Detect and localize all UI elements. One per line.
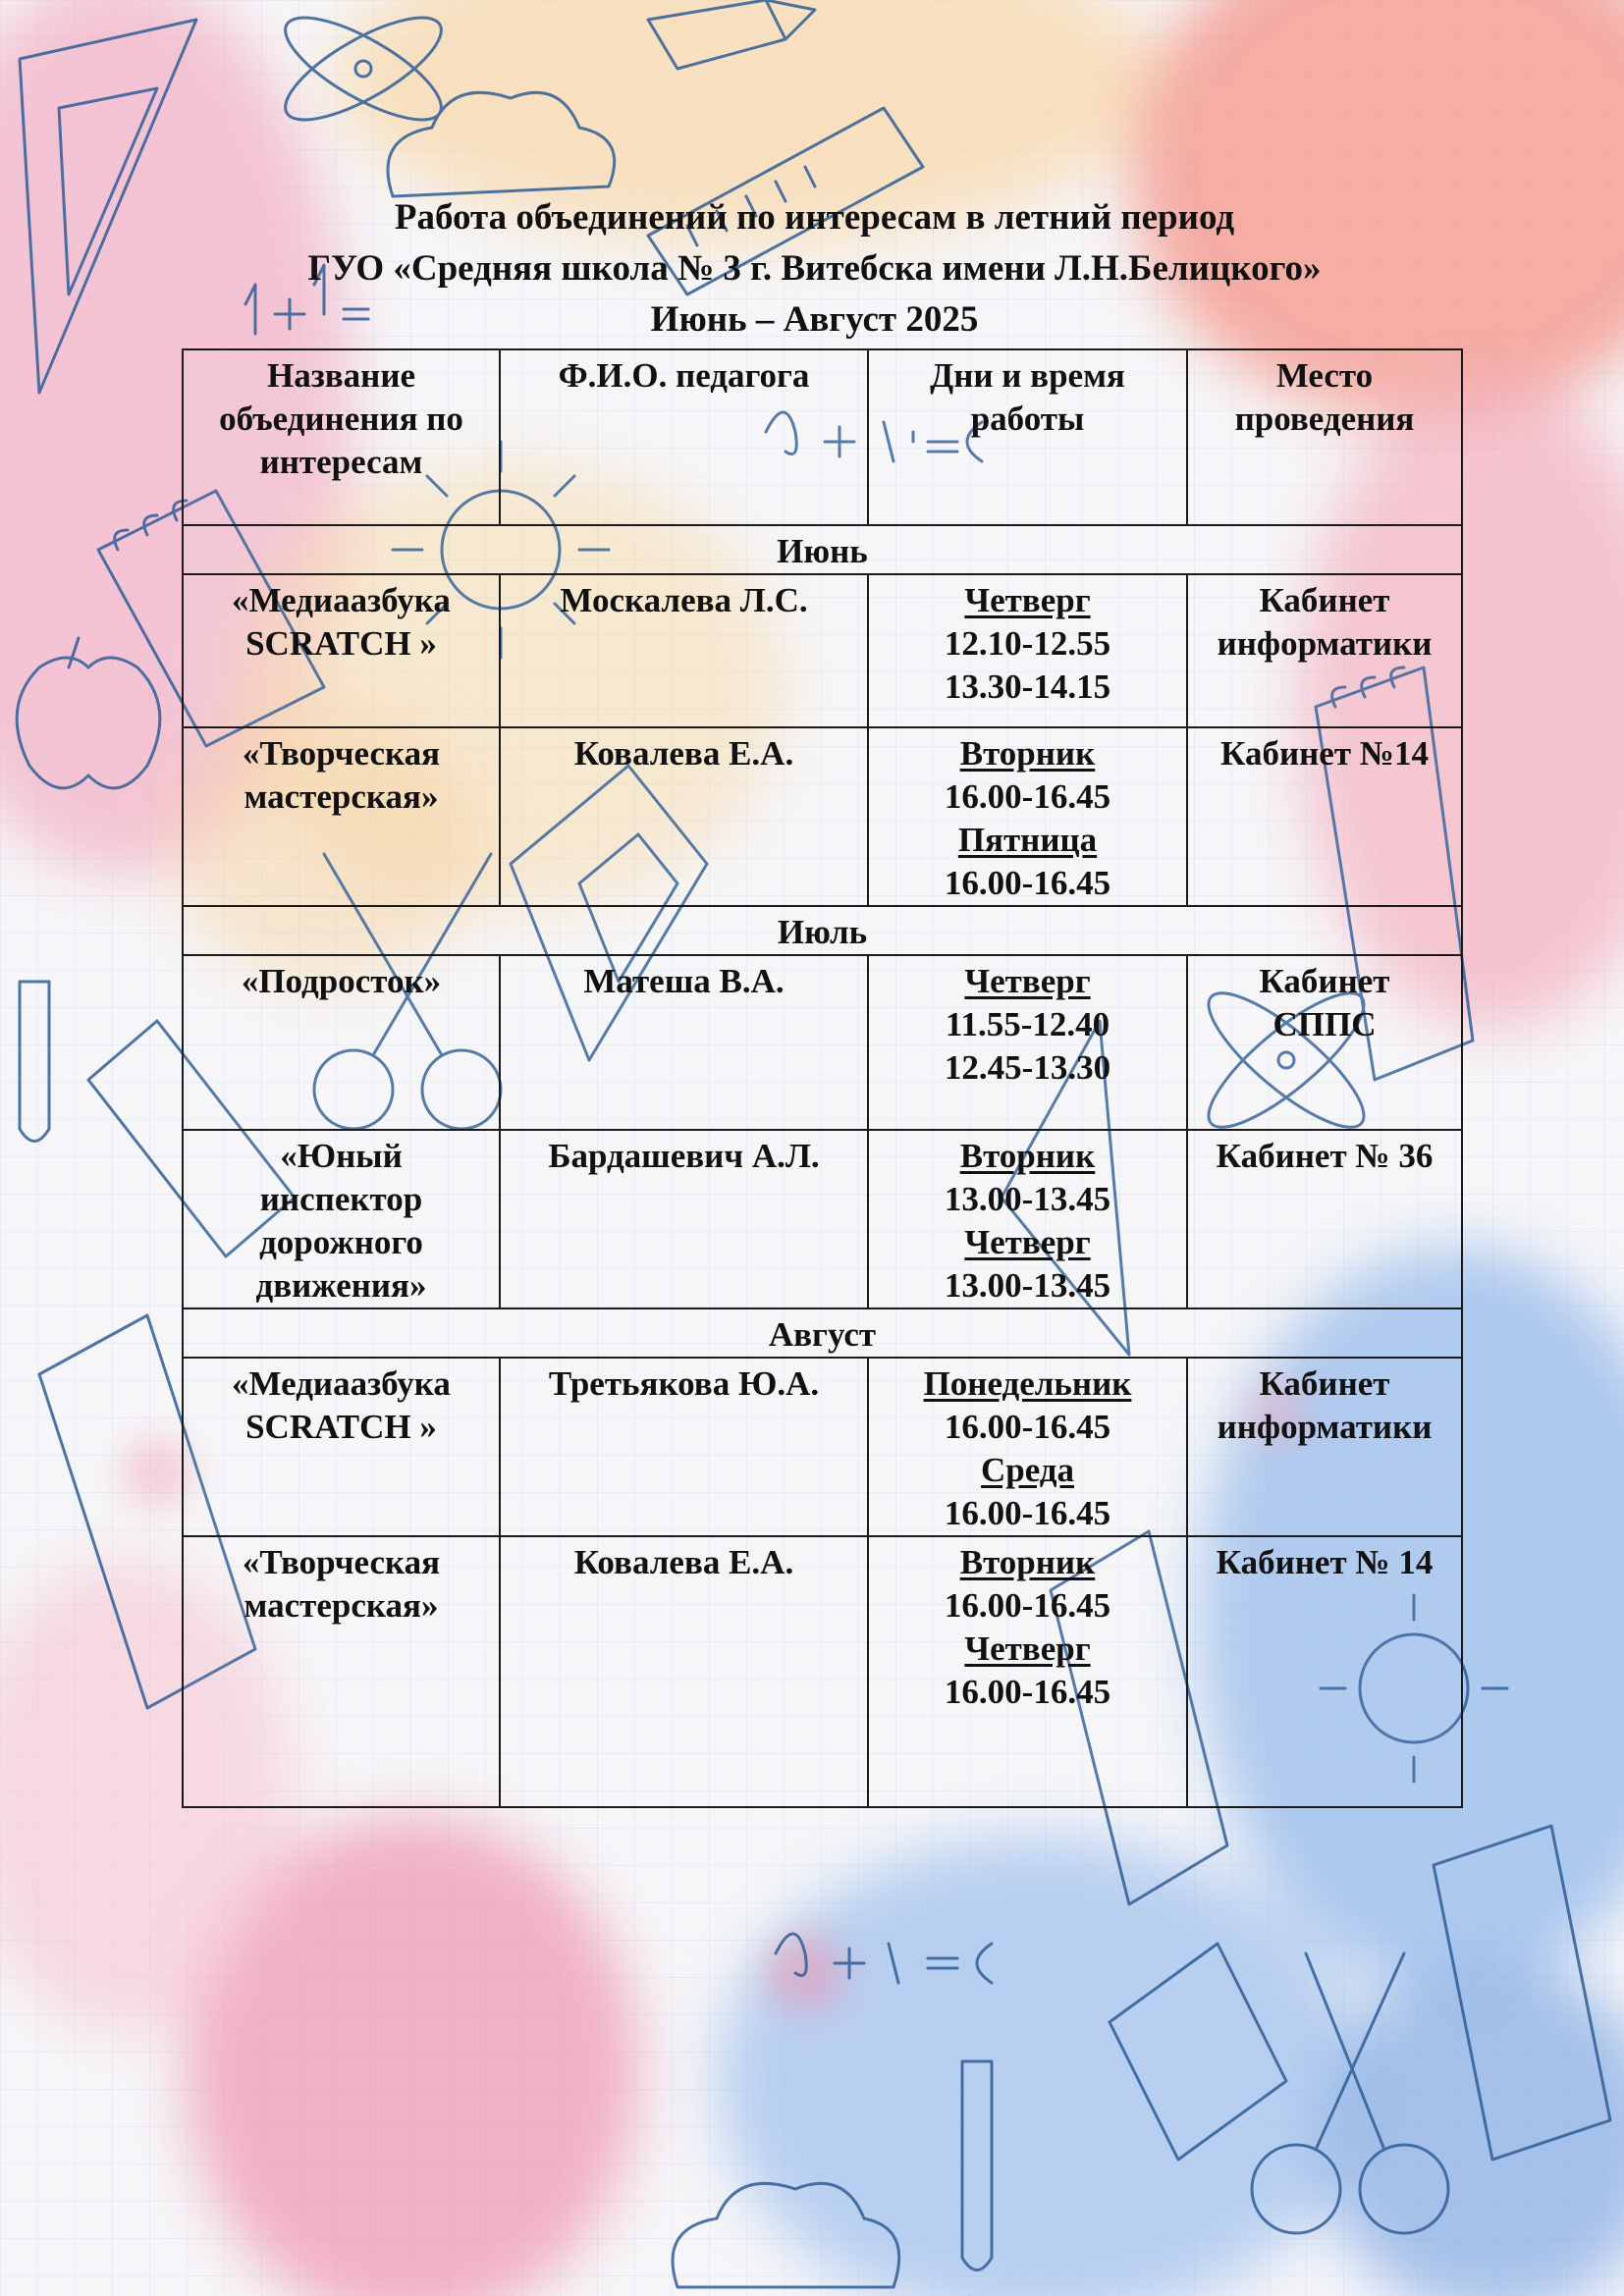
weekday: Вторник bbox=[959, 734, 1096, 773]
month-label: Июль bbox=[183, 906, 1462, 955]
header-teacher-cell: Ф.И.О. педагога bbox=[500, 349, 868, 525]
month-row-july bbox=[183, 906, 1462, 955]
club-name-cell: «Юный инспектор дорожного движения» bbox=[183, 1130, 500, 1308]
club-name-cell: «Медиаазбука SCRATCH » bbox=[183, 1358, 500, 1536]
place-cell: Кабинет №14 bbox=[1187, 727, 1462, 906]
document-title: Работа объединений по интересам в летний период bbox=[394, 197, 1235, 238]
schedule-cell bbox=[868, 1536, 1187, 1807]
month-row-june bbox=[183, 525, 1462, 574]
table-row bbox=[183, 727, 1462, 906]
teacher-cell: Ковалева Е.А. bbox=[500, 727, 868, 906]
club-name-cell: «Творческая мастерская» bbox=[183, 1536, 500, 1807]
time-range: 13.00-13.45 bbox=[944, 1180, 1111, 1218]
place-cell: Кабинет информатики bbox=[1187, 574, 1462, 727]
table-row bbox=[183, 1130, 1462, 1308]
time-range: 16.00-16.45 bbox=[944, 1586, 1111, 1625]
schedule-cell bbox=[868, 955, 1187, 1130]
schedule-cell bbox=[868, 1130, 1187, 1308]
document-header bbox=[182, 192, 1447, 346]
table-row bbox=[183, 1536, 1462, 1807]
weekday: Вторник bbox=[959, 1137, 1096, 1175]
time-range: 16.00-16.45 bbox=[944, 864, 1111, 902]
time-range: 11.55-12.40 bbox=[945, 1005, 1110, 1043]
school-name: ГУО «Средняя школа № 3 г. Витебска имени Л.Н.Белицкого» bbox=[307, 248, 1322, 289]
weekday: Вторник bbox=[959, 1543, 1096, 1581]
schedule-cell bbox=[868, 727, 1187, 906]
time-range: 12.10-12.55 bbox=[944, 624, 1111, 663]
time-range: 13.30-14.15 bbox=[944, 667, 1111, 706]
weekday: Четверг bbox=[964, 962, 1091, 1000]
header-place-cell: Место проведения bbox=[1187, 349, 1462, 525]
time-range: 13.00-13.45 bbox=[944, 1266, 1111, 1305]
time-range: 16.00-16.45 bbox=[944, 1408, 1111, 1446]
time-range: 12.45-13.30 bbox=[944, 1048, 1111, 1087]
club-name-cell: «Подросток» bbox=[183, 955, 500, 1130]
table-header-row bbox=[183, 349, 1462, 525]
period-subtitle: Июнь – Август 2025 bbox=[650, 299, 979, 340]
teacher-cell: Бардашевич А.Л. bbox=[500, 1130, 868, 1308]
weekday: Четверг bbox=[964, 1629, 1091, 1668]
table-row bbox=[183, 1358, 1462, 1536]
place-cell: Кабинет № 14 bbox=[1187, 1536, 1462, 1807]
schedule-cell bbox=[868, 1358, 1187, 1536]
club-name-cell: «Творческая мастерская» bbox=[183, 727, 500, 906]
header-time-cell: Дни и время работы bbox=[868, 349, 1187, 525]
teacher-cell: Матеша В.А. bbox=[500, 955, 868, 1130]
weekday: Четверг bbox=[964, 1223, 1091, 1261]
table-row bbox=[183, 574, 1462, 727]
month-row-august bbox=[183, 1308, 1462, 1358]
weekday: Пятница bbox=[957, 821, 1098, 859]
month-label: Июнь bbox=[183, 525, 1462, 574]
weekday: Среда bbox=[980, 1451, 1075, 1489]
weekday: Четверг bbox=[964, 581, 1091, 619]
month-label: Август bbox=[183, 1308, 1462, 1358]
teacher-cell: Третьякова Ю.А. bbox=[500, 1358, 868, 1536]
time-range: 16.00-16.45 bbox=[944, 1494, 1111, 1532]
place-cell: Кабинет СППС bbox=[1187, 955, 1462, 1130]
place-cell: Кабинет информатики bbox=[1187, 1358, 1462, 1536]
teacher-cell: Москалева Л.С. bbox=[500, 574, 868, 727]
schedule-table bbox=[182, 348, 1463, 1808]
weekday: Понедельник bbox=[923, 1364, 1132, 1403]
place-cell: Кабинет № 36 bbox=[1187, 1130, 1462, 1308]
time-range: 16.00-16.45 bbox=[944, 777, 1111, 816]
teacher-cell: Ковалева Е.А. bbox=[500, 1536, 868, 1807]
table-row bbox=[183, 955, 1462, 1130]
header-name-cell: Название объединения по интересам bbox=[183, 349, 500, 525]
club-name-cell: «Медиаазбука SCRATCH » bbox=[183, 574, 500, 727]
time-range: 16.00-16.45 bbox=[944, 1673, 1111, 1711]
schedule-cell bbox=[868, 574, 1187, 727]
